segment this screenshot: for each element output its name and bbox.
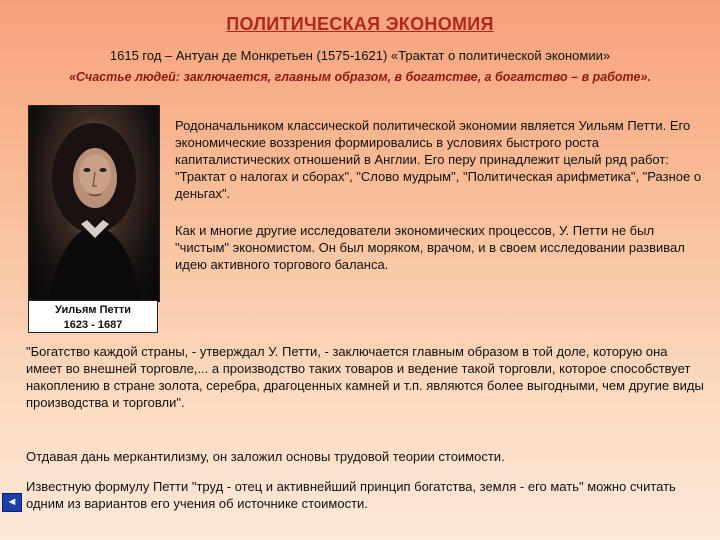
slide-subtitle: 1615 год – Антуан де Монкретьен (1575-1621) «Трактат о политической экономии» [109, 48, 611, 63]
paragraph-labor-theory: Отдавая дань меркантилизму, он заложил основы трудовой теории стоимости. [26, 449, 505, 464]
paragraph-formula: Известную формулу Петти "труд - отец и активнейший принцип богатства, земля - его мать" можно считать одним из вариантов его учения об источнике стоимости. [26, 479, 676, 511]
slide-quote: «Счастье людей: заключается, главным образом, в богатстве, а богатство – в работе». [69, 70, 651, 84]
portrait-caption-name: Уильям Петти [55, 304, 131, 316]
paragraph-biography: Как и многие другие исследователи экономических процессов, У. Петти не был "чистым" экономистом. Он был моряком, врачом, и в своем исследовании развивал идею активного торгового баланса. [175, 223, 685, 272]
slide-title: ПОЛИТИЧЕСКАЯ ЭКОНОМИЯ [226, 14, 494, 34]
back-arrow-icon[interactable]: ◄ [2, 493, 22, 512]
portrait-image [28, 105, 160, 302]
paragraph-intro: Родоначальником классической политической экономии является Уильям Петти. Его экономические воззрения формировались в условиях быстрого роста капиталистических отношений в Англии. Его перу принадлежит целый ряд работ: "Трактат о налогах и сборах", "Слово мудрым", "Политическая арифметика", "Разное о деньгах". [175, 118, 702, 201]
portrait-caption-years: 1623 - 1687 [63, 319, 123, 331]
portrait-caption [28, 300, 158, 333]
paragraph-citation: "Богатство каждой страны, - утверждал У. Петти, - заключается главным образом в той доле, которую она имеет во внешней торговле,... а производство таких товаров и ведение такой торговли, которое способствует накоплению в стране золота, серебра, драгоценных камней и т.п. являются более выгодными, чем другие виды производства и торговли". [26, 344, 704, 410]
